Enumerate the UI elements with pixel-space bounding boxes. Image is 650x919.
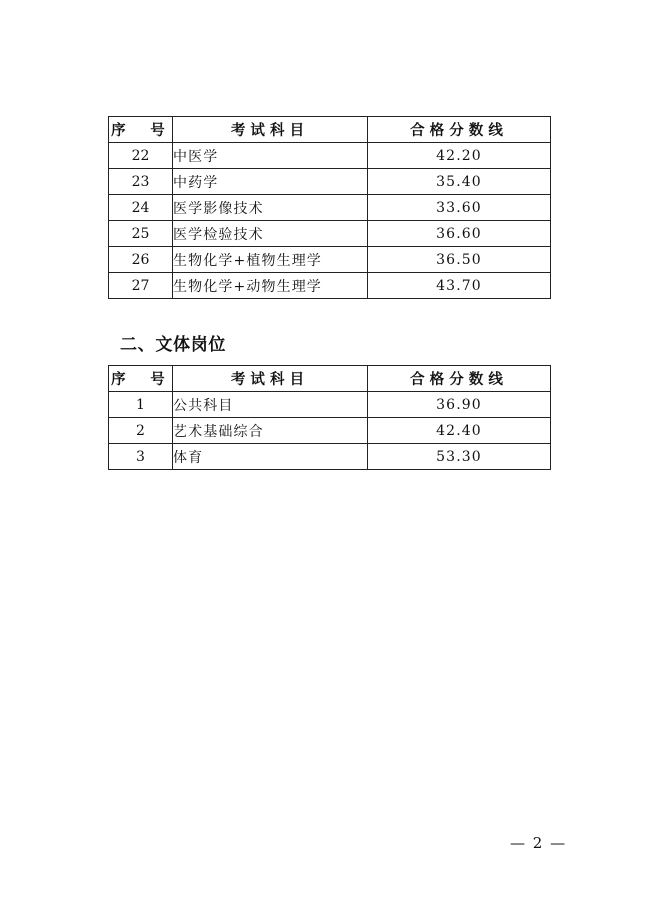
row-score: 42.40 xyxy=(368,418,551,444)
row-score: 33.60 xyxy=(368,195,551,221)
table-row xyxy=(109,444,551,470)
table-header-row xyxy=(109,366,551,392)
header-index: 序 号 xyxy=(109,366,173,392)
table-row xyxy=(109,221,551,247)
row-subject: 医学检验技术 xyxy=(173,221,368,247)
row-index: 23 xyxy=(109,169,173,195)
row-index: 3 xyxy=(109,444,173,470)
score-table-arts-sports xyxy=(108,365,551,470)
row-score: 43.70 xyxy=(368,273,551,299)
row-score: 36.60 xyxy=(368,221,551,247)
row-subject: 医学影像技术 xyxy=(173,195,368,221)
row-subject: 中医学 xyxy=(173,143,368,169)
table-row xyxy=(109,143,551,169)
header-passing-score: 合格分数线 xyxy=(368,117,551,143)
row-index: 2 xyxy=(109,418,173,444)
row-subject: 体育 xyxy=(173,444,368,470)
table-row xyxy=(109,169,551,195)
row-score: 42.20 xyxy=(368,143,551,169)
row-score: 35.40 xyxy=(368,169,551,195)
header-passing-score: 合格分数线 xyxy=(368,366,551,392)
row-score: 53.30 xyxy=(368,444,551,470)
row-index: 27 xyxy=(109,273,173,299)
page-number: — 2 — xyxy=(510,834,567,852)
table-row xyxy=(109,273,551,299)
row-subject: 生物化学+植物生理学 xyxy=(173,247,368,273)
row-score: 36.50 xyxy=(368,247,551,273)
table-row xyxy=(109,195,551,221)
row-index: 26 xyxy=(109,247,173,273)
row-subject: 中药学 xyxy=(173,169,368,195)
row-subject: 生物化学+动物生理学 xyxy=(173,273,368,299)
row-index: 25 xyxy=(109,221,173,247)
row-index: 22 xyxy=(109,143,173,169)
section-title-arts-sports: 二、文体岗位 xyxy=(120,335,227,355)
row-subject: 艺术基础综合 xyxy=(173,418,368,444)
table-row xyxy=(109,247,551,273)
table-row xyxy=(109,418,551,444)
header-subject: 考试科目 xyxy=(173,117,368,143)
row-index: 24 xyxy=(109,195,173,221)
table-row xyxy=(109,392,551,418)
row-index: 1 xyxy=(109,392,173,418)
score-table-medical xyxy=(108,116,551,299)
header-index: 序 号 xyxy=(109,117,173,143)
header-subject: 考试科目 xyxy=(173,366,368,392)
row-subject: 公共科目 xyxy=(173,392,368,418)
table-header-row xyxy=(109,117,551,143)
row-score: 36.90 xyxy=(368,392,551,418)
